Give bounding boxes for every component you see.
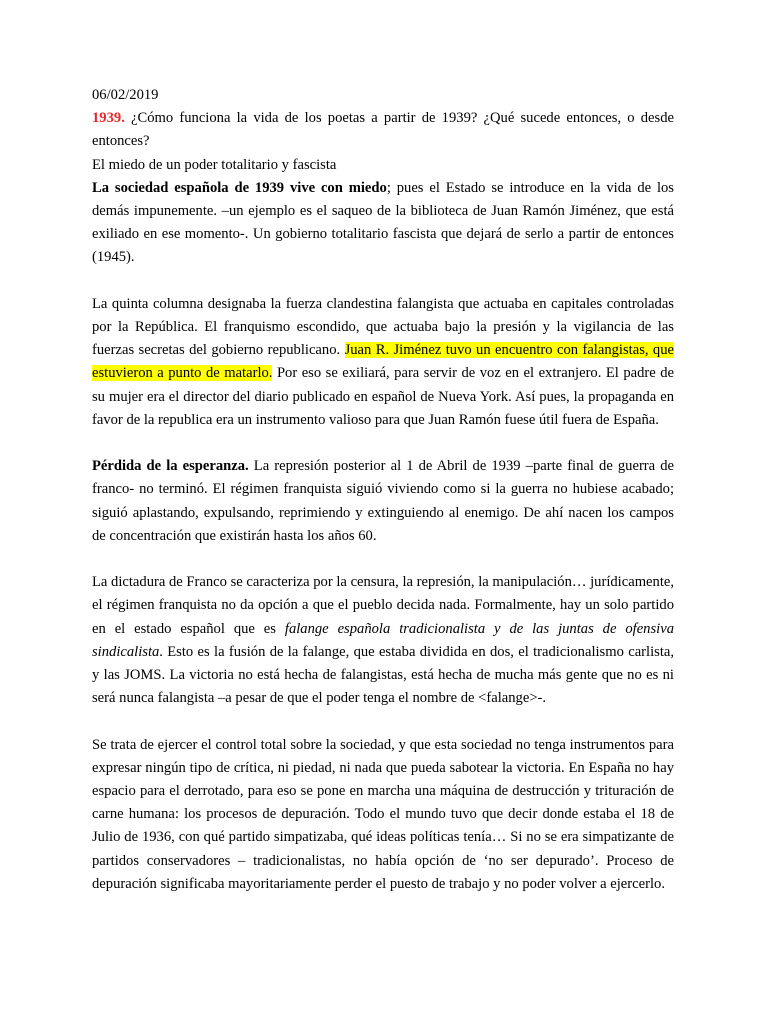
party-name-italic: falange española tradicionalista y de las juntas de ofensiva sindicalista <box>92 620 674 660</box>
paragraph-2-text-before: La quinta columna designaba la fuerza clandestina falangista que actuaba en capitales controladas por la República. El franquismo escondido, que actuaba bajo la presión y la vigilancia de las fuerzas secretas del gobierno republicano. <box>92 295 674 359</box>
date-line: 06/02/2019 <box>92 87 159 103</box>
paragraph-gap <box>92 710 674 733</box>
section-subtitle: El miedo de un poder totalitario y fascista <box>92 156 337 173</box>
paragraph-4-text-after: . Esto es la fusión de la falange, que estaba dividida en dos, el tradicionalismo carlista, y las JOMS. La victoria no está hecha de falangistas, está hecha de mucha más gente que no es ni será nunca falangista –a pesar de que el poder tenga el nombre de <falange>-. <box>92 643 674 707</box>
paragraph-2-text-after: Por eso se exiliará, para servir de voz en el extranjero. El padre de su mujer era el director del diario publicado en español de Nueva York. Así pues, la propaganda en favor de la republica era un instrumento valioso para que Juan Ramón fuese útil fuera de España. <box>92 365 674 428</box>
paragraph-1 <box>92 177 674 270</box>
paragraph-3-text: La represión posterior al 1 de Abril de 1939 –parte final de guerra de franco- no terminó. El régimen franquista siguió viviendo como si la guerra no hubiese acabado; siguió aplastando, expulsando, reprimiendo y extinguiendo al enemigo. De ahí nacen los campos de concentración que existirán hasta los años 60. <box>92 458 674 544</box>
intro-question: ¿Cómo funciona la vida de los poetas a partir de 1939? ¿Qué sucede entonces, o desde entonces? <box>92 110 674 150</box>
paragraph-5: Se trata de ejercer el control total sobre la sociedad, y que esta sociedad no tenga instrumentos para expresar ningún tipo de crítica, ni piedad, ni nada que pueda sabotear la victoria. En España no hay espacio para el derrotado, para eso se pone en marcha una máquina de destrucción y trituración de carne humana: los procesos de depuración. Todo el mundo tuvo que decir donde estaba el 18 de Julio de 1936, con qué partido simpatizaba, qué ideas políticas tenía… Si no se era simpatizante de partidos conservadores – tradicionalistas, no había opción de ‘no ser depurado’. Proceso de depuración significaba mayoritariamente perder el puesto de trabajo y no poder volver a ejercerlo. <box>92 736 674 892</box>
paragraph-gap <box>92 270 674 293</box>
intro-year: 1939. <box>92 110 125 127</box>
paragraph-4 <box>92 571 674 710</box>
paragraph-4-text-before: La dictadura de Franco se caracteriza por la censura, la represión, la manipulación… jurídicamente, el régimen franquista no da opción a que el pueblo decida nada. Formalmente, hay un solo partido en el estado español que es <box>92 574 674 637</box>
document-page <box>92 84 674 896</box>
paragraph-3 <box>92 455 674 548</box>
paragraph-3-bold: Pérdida de la esperanza. <box>92 458 249 475</box>
paragraph-1-bold: La sociedad española de 1939 vive con miedo <box>92 179 387 196</box>
intro-paragraph <box>92 107 674 153</box>
paragraph-2 <box>92 293 674 432</box>
paragraph-gap <box>92 432 674 455</box>
paragraph-1-text: ; pues el Estado se introduce en la vida de los demás impunemente. –un ejemplo es el saqueo de la biblioteca de Juan Ramón Jiménez, que está exiliado en ese momento-. Un gobierno totalitario fascista que dejará de serlo a partir de entonces (1945). <box>92 179 674 266</box>
paragraph-gap <box>92 548 674 571</box>
highlighted-text: Juan R. Jiménez tuvo un encuentro con falangistas, que estuvieron a punto de matarlo. <box>92 342 674 382</box>
